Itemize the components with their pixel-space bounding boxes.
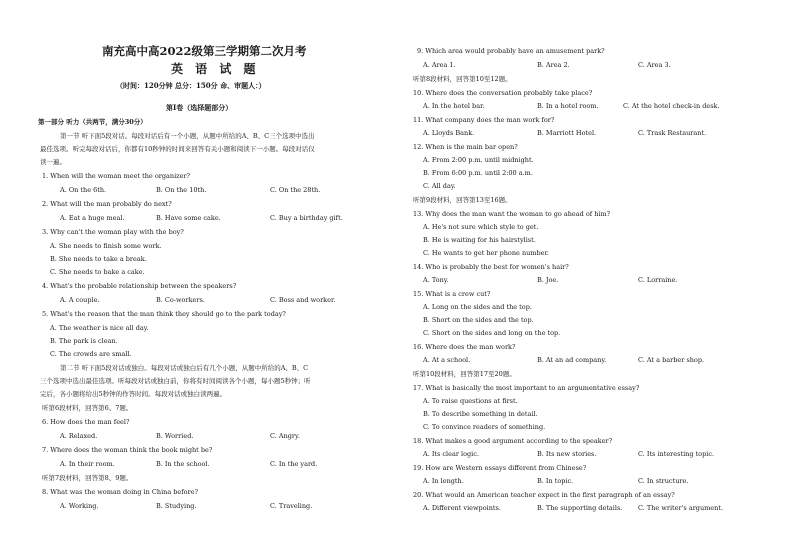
question-10: 10. Where does the conversation probably take place? — [413, 89, 593, 97]
option-b: B. Co-workers. — [156, 296, 205, 304]
section1-instruction: 读一遍。 — [40, 158, 66, 166]
option-a: A. Eat a huge meal. — [60, 214, 125, 222]
option-a: A. To raise questions at first. — [423, 397, 518, 405]
option-b: B. Its new stories. — [537, 450, 597, 458]
question-2: 2. What will the man probably do next? — [42, 200, 172, 208]
option-a: A. On the 6th. — [60, 186, 107, 194]
option-c: C. Traveling. — [270, 502, 313, 510]
question-4: 4. What's the probable relationship between the speakers? — [42, 282, 237, 290]
option-c: C. In the yard. — [270, 460, 318, 468]
option-c: C. The crowds are small. — [50, 350, 132, 358]
material-heading: 听第7段材料，回答第8、9题。 — [42, 474, 133, 482]
option-b: B. From 6:00 p.m. until 2:00 a.m. — [423, 169, 533, 177]
option-b: B. Short on the sides and the top. — [423, 316, 534, 324]
question-9: 9. Which area would probably have an amusement park? — [417, 47, 605, 55]
option-c: C. She needs to bake a cake. — [50, 268, 145, 276]
option-c: C. Area 3. — [638, 61, 671, 69]
option-a: A. From 2:00 p.m. until midnight. — [423, 156, 534, 164]
option-b: B. Marriott Hotel. — [537, 129, 597, 137]
option-b: B. He is waiting for his hairstylist. — [423, 236, 536, 244]
option-a: A. In length. — [423, 477, 464, 485]
option-b: B. Have some cake. — [156, 214, 221, 222]
question-16: 16. Where does the man work? — [413, 343, 516, 351]
option-c: C. To convince readers of something. — [423, 423, 546, 431]
question-3: 3. Why can't the woman play with the boy? — [42, 228, 184, 236]
question-19: 19. How are Western essays different from Chinese? — [413, 464, 587, 472]
section2-instruction: 三个选项中选出最佳选项。听每段对话或独白前，你将有时间阅读各个小题，每小题5秒钟；听 — [40, 377, 311, 385]
option-b: B. The supporting details. — [537, 504, 623, 512]
option-c: C. Its interesting topic. — [638, 450, 715, 458]
option-b: B. In the school. — [156, 460, 210, 468]
question-18: 18. What makes a good argument according to the speaker? — [413, 437, 613, 445]
question-1: 1. When will the woman meet the organizer? — [42, 172, 191, 180]
option-a: A. In the hotel bar. — [423, 102, 485, 110]
material-heading: 听第9段材料，回答第13至16题。 — [413, 196, 512, 204]
section1-instruction: 最佳选项。听完每段对话后，你都有10秒钟的时间来回答有关小题和阅读下一小题。每段对话仅 — [40, 145, 315, 153]
option-a: A. Its clear logic. — [423, 450, 479, 458]
option-c: C. Trask Restaurant. — [638, 129, 707, 137]
option-c: C. Lorraine. — [638, 276, 678, 284]
option-a: A. At a school. — [423, 356, 471, 364]
question-8: 8. What was the woman doing in China before? — [42, 488, 199, 496]
exam-title: 南充高中高2022级第三学期第二次月考 — [102, 44, 307, 58]
option-c: C. Angry. — [270, 432, 300, 440]
question-13: 13. Why does the man want the woman to go ahead of him? — [413, 210, 611, 218]
exam-info: （时间：120分钟 总分：150分 命、审题人：） — [116, 81, 266, 90]
option-a: A. Lloyds Bank. — [423, 129, 475, 137]
option-c: C. The writer's argument. — [638, 504, 724, 512]
option-c: C. In structure. — [638, 477, 689, 485]
exam-subtitle: 英 语 试 题 — [171, 62, 260, 76]
option-c: C. On the 28th. — [270, 186, 321, 194]
option-b: B. Studying. — [156, 502, 197, 510]
option-a: A. Area 1. — [423, 61, 456, 69]
option-c: C. He wants to get her phone number. — [423, 249, 549, 257]
option-b: B. In a hotel room. — [537, 102, 599, 110]
section2-instruction: 完后，各小题将给出5秒钟的作答时间。每段对话或独白读两遍。 — [40, 390, 227, 398]
question-15: 15. What is a crew cut? — [413, 290, 491, 298]
option-b: B. At an ad company. — [537, 356, 607, 364]
option-a: A. Different viewpoints. — [423, 504, 501, 512]
part-heading: 第一部分 听力（共两节，满分30分） — [38, 118, 147, 126]
option-c: C. Short on the sides and long on the top. — [423, 329, 561, 337]
option-b: B. Worried. — [156, 432, 194, 440]
question-7: 7. Where does the woman think the book might be? — [42, 446, 213, 454]
option-c: C. Buy a birthday gift. — [270, 214, 343, 222]
section1-instruction: 第一节 听下面5段对话。每段对话后有一个小题，从题中所给的A、B、C三个选项中选出 — [60, 132, 315, 140]
option-a: A. Relaxed. — [60, 432, 98, 440]
option-a: A. Tony. — [423, 276, 449, 284]
question-17: 17. What is basically the most important to an argumentative essay? — [413, 384, 640, 392]
option-c: C. At a barber shop. — [638, 356, 705, 364]
option-a: A. Long on the sides and the top. — [423, 303, 532, 311]
question-6: 6. How does the man feel? — [42, 418, 130, 426]
option-a: A. He's not sure which style to get. — [423, 223, 539, 231]
question-12: 12. When is the main bar open? — [413, 143, 518, 151]
material-heading: 听第10段材料，回答第17至20题。 — [413, 370, 516, 378]
option-c: C. All day. — [423, 182, 456, 190]
option-c: C. At the hotel check-in desk. — [623, 102, 720, 110]
option-a: A. The weather is nice all day. — [50, 324, 149, 332]
material-heading: 听第8段材料，回答第10至12题。 — [413, 75, 512, 83]
option-c: C. Boss and worker. — [270, 296, 336, 304]
question-20: 20. What would an American teacher expect in the first paragraph of an essay? — [413, 491, 675, 499]
question-11: 11. What company does the man work for? — [413, 116, 555, 124]
volume-heading: 第Ⅰ卷（选择题部分） — [166, 103, 233, 112]
option-a: A. A couple. — [60, 296, 100, 304]
material-heading: 听第6段材料，回答第6、7题。 — [42, 404, 133, 412]
question-14: 14. Who is probably the best for women's hair? — [413, 263, 569, 271]
section2-instruction: 第二节 听下面5段对话或独白。每段对话或独白后有几个小题，从题中所给的A、B、C — [60, 364, 309, 372]
option-b: B. Area 2. — [537, 61, 570, 69]
option-b: B. On the 10th. — [156, 186, 207, 194]
option-a: A. In their room. — [60, 460, 115, 468]
option-b: B. The park is clean. — [50, 337, 118, 345]
option-b: B. In topic. — [537, 477, 574, 485]
option-b: B. She needs to take a break. — [50, 255, 147, 263]
question-5: 5. What's the reason that the man think they should go to the park today? — [42, 310, 286, 318]
option-a: A. Working. — [60, 502, 99, 510]
option-b: B. Joe. — [537, 276, 559, 284]
option-a: A. She needs to finish some work. — [50, 242, 162, 250]
option-b: B. To describe something in detail. — [423, 410, 538, 418]
